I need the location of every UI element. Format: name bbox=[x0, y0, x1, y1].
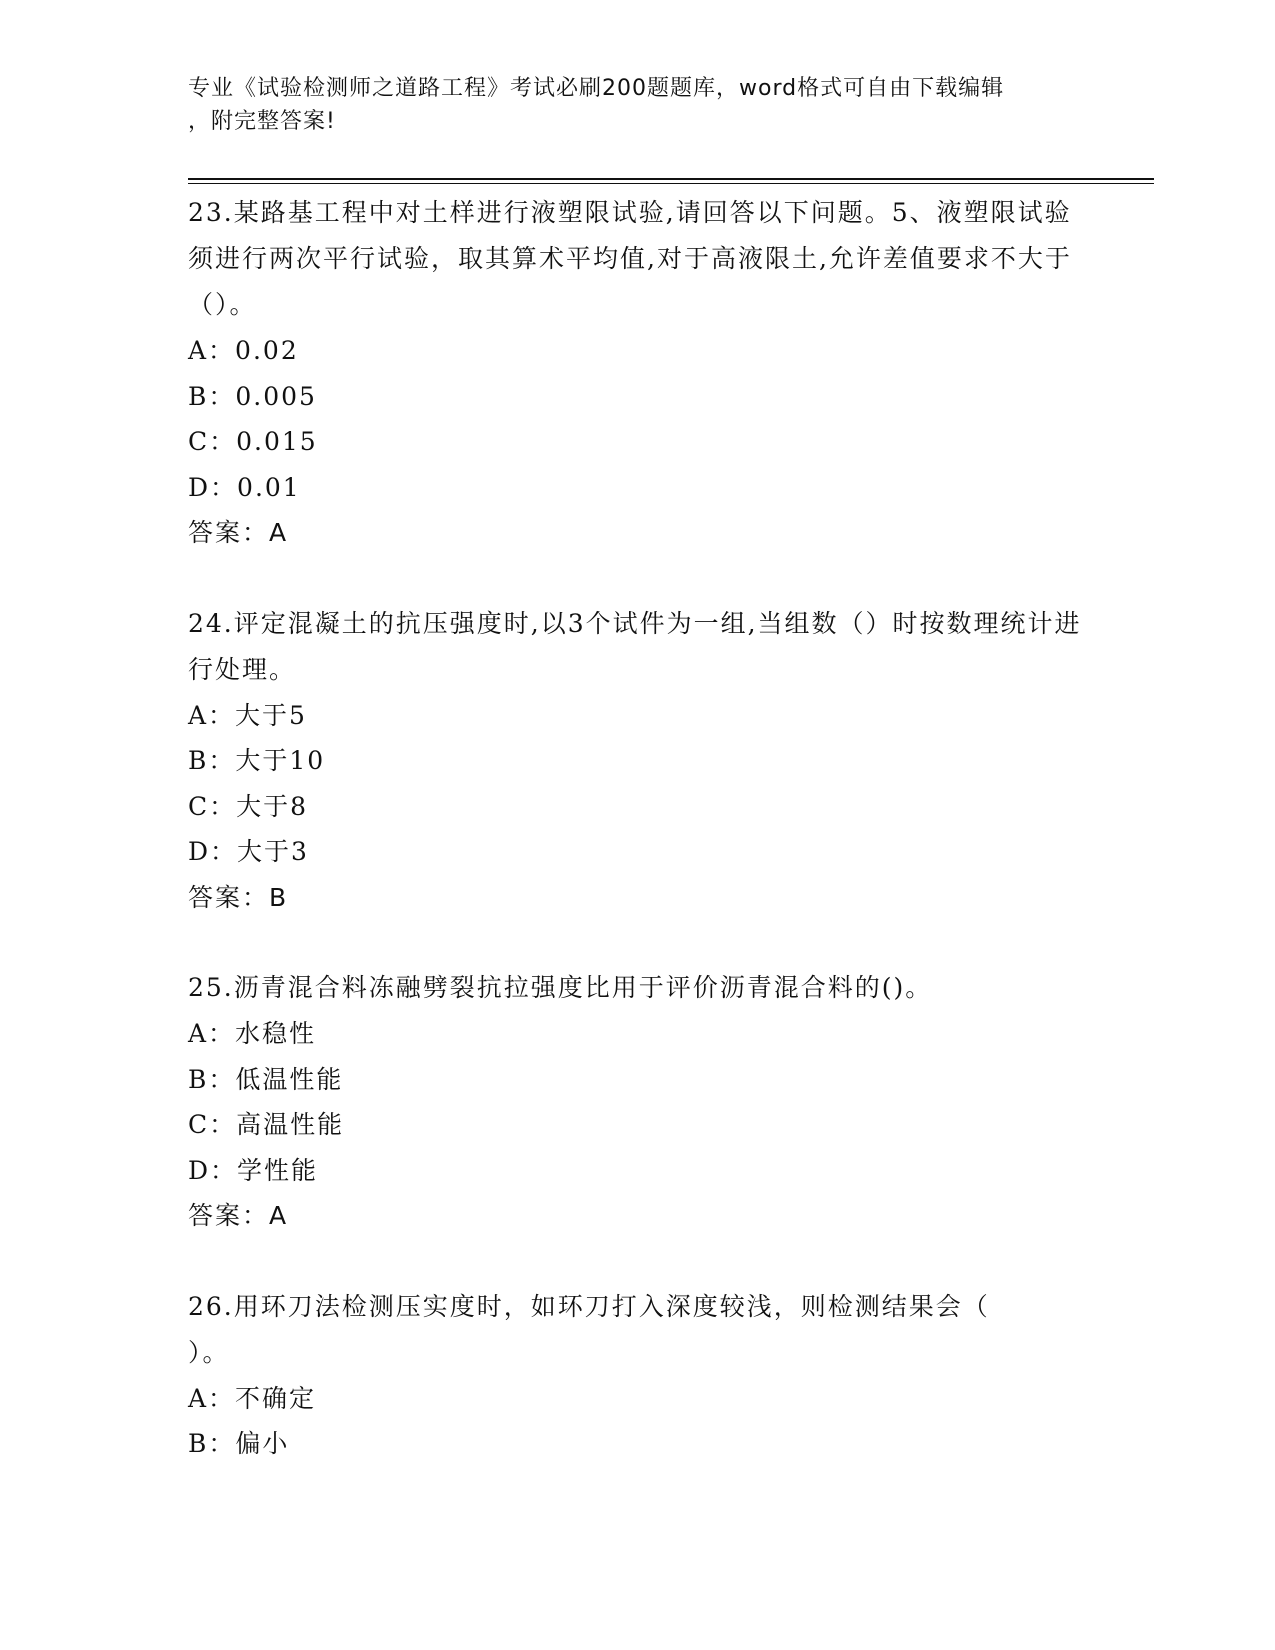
option-d: D：0.01 bbox=[188, 472, 301, 502]
question-block bbox=[188, 601, 1088, 921]
option-d: D：大于3 bbox=[188, 837, 309, 866]
question-block bbox=[188, 190, 1088, 556]
question-text: 26.用环刀法检测压实度时，如环刀打入深度较浅，则检测结果会（ ）。 bbox=[188, 1291, 990, 1367]
option-c: C：0.015 bbox=[188, 427, 318, 456]
question-block bbox=[188, 1284, 1088, 1467]
header-divider-thick bbox=[188, 178, 1154, 180]
answer-line: 答案：B bbox=[188, 882, 289, 912]
question-text: 25.沥青混合料冻融劈裂抗拉强度比用于评价沥青混合料的()。 bbox=[188, 973, 933, 1002]
option-b: B：大于10 bbox=[188, 746, 326, 775]
option-a: A：大于5 bbox=[188, 700, 307, 730]
header-title-line-continued: ，附完整答案! bbox=[188, 109, 336, 134]
question-text: 23.某路基工程中对土样进行液塑限试验,请回答以下问题。5、液塑限试验须进行两次平行试验，取其算术平均值,对于高液限土,允许差值要求不大于（）。 bbox=[188, 198, 1072, 319]
answer-line: 答案：A bbox=[188, 518, 289, 547]
option-d: D：学性能 bbox=[188, 1155, 319, 1185]
answer-line: 答案：A bbox=[188, 1201, 289, 1230]
option-a: A：0.02 bbox=[188, 336, 299, 365]
option-a: A：不确定 bbox=[188, 1383, 317, 1413]
option-a: A：水稳性 bbox=[188, 1019, 317, 1048]
option-c: C：高温性能 bbox=[188, 1110, 345, 1139]
question-list bbox=[188, 190, 1088, 1512]
header-title-line: 专业《试验检测师之道路工程》考试必刷200题题库，word格式可自由下载编辑 bbox=[188, 76, 1005, 101]
option-b: B：0.005 bbox=[188, 381, 317, 411]
document-header bbox=[188, 72, 1068, 138]
question-text: 24.评定混凝土的抗压强度时,以3个试件为一组,当组数（）时按数理统计进行处理。 bbox=[188, 608, 1082, 684]
option-b: B：低温性能 bbox=[188, 1064, 344, 1094]
option-c: C：大于8 bbox=[188, 791, 309, 821]
question-block bbox=[188, 965, 1088, 1239]
header-divider-thin bbox=[188, 183, 1154, 184]
option-b: B：偏小 bbox=[188, 1429, 290, 1458]
